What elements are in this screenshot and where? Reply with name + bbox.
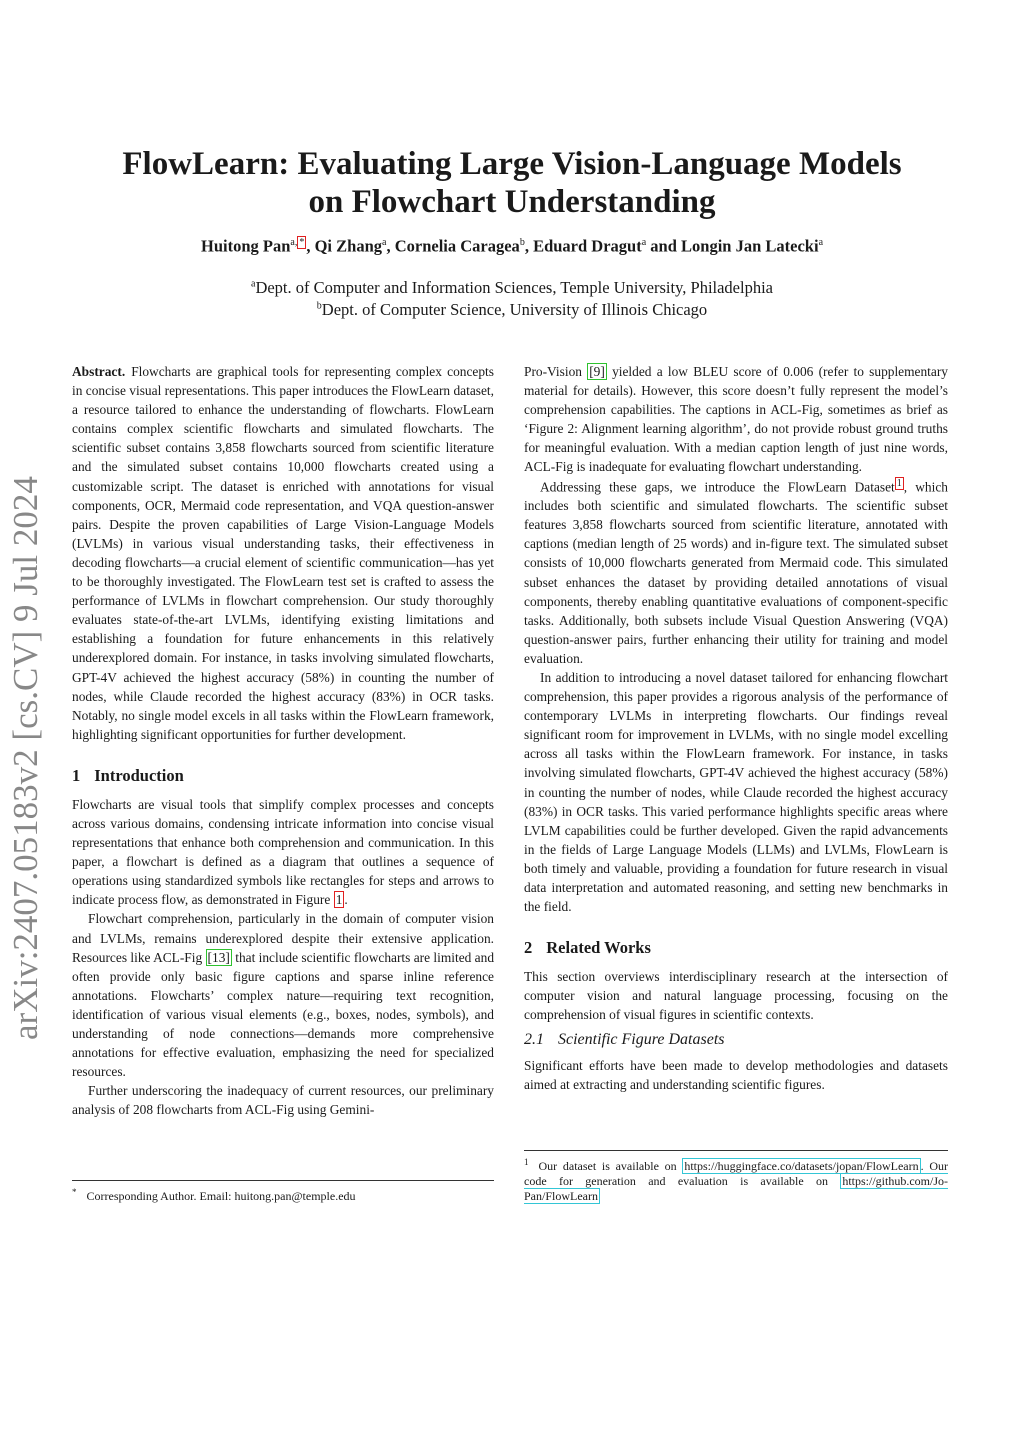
dataset-url-link[interactable]: https://huggingface.co/datasets/jopan/FlowLearn — [684, 1159, 919, 1173]
footnote-text: Corresponding Author. Email: huitong.pan@temple.edu — [86, 1189, 356, 1203]
author-affil-sup: a — [818, 237, 824, 248]
corresponding-author-mark[interactable]: * — [299, 237, 305, 248]
authors-and: and — [650, 236, 677, 256]
footnote-rule — [72, 1180, 494, 1181]
subsection-heading-scientific-figure-datasets: 2.1 Scientific Figure Datasets — [524, 1031, 725, 1049]
footnote-dataset: $^1$ Our dataset is available on https://huggingface.co/datasets/jopan/FlowLearn . Our code for generation and evaluation is available on https://github.com/Jo-Pan/FlowLearn — [524, 1157, 949, 1203]
title-line-1: FlowLearn: Evaluating Large Vision-Language Models — [122, 146, 902, 182]
left-column — [72, 362, 494, 1119]
intro-paragraph-3: Further underscoring the inadequacy of current resources, our preliminary analysis of 208 flowcharts from ACL-Fig using Gemini- — [72, 1083, 494, 1118]
affiliations — [60, 277, 964, 321]
related-paragraph-1: This section overviews interdisciplinary research at the intersection of computer vision and natural language processing, focusing on the comprehension of visual figures in scientific contexts. — [524, 969, 948, 1023]
code-url-link[interactable]: https://github.com/Jo-Pan/FlowLearn — [524, 1174, 949, 1203]
author-name: Longin Jan Latecki — [681, 236, 819, 256]
paper-title — [60, 145, 964, 221]
footnote-ref-link[interactable]: 1 — [896, 477, 902, 489]
subsection-paragraph-1: Significant efforts have been made to develop methodologies and datasets aimed at extracting and understanding scientific figures. — [524, 1057, 948, 1092]
abstract-text: Flowcharts are graphical tools for representing complex concepts in concise visual representations. This paper introduces the FlowLearn dataset, a resource tailored to enhance the understanding of flowcharts. FlowLearn contains complex scientific flowcharts and simulated flowcharts. The scientific subset contains 3,858 flowcharts sourced from scientific literature and the simulated subset contains 10,000 flowcharts created using a customizable script. The dataset is enriched with annotations for visual components, OCR, Mermaid code representation, and VQA question-answer pairs. Despite the proven capabilities of Large Vision-Language Models (LVLMs) in various visual understanding tasks, their effectiveness in decoding flowcharts—a crucial element of scientific communication—has yet to be thoroughly investigated. The FlowLearn test set is crafted to assess the performance of LVLMs in flowchart comprehension. Our study thoroughly evaluates state-of-the-art LVLMs, identifying existing limitations and establishing a foundation for future enhancements in this relatively underexplored domain. For instance, in tasks involving simulated flowcharts, GPT-4V achieved the highest accuracy (58%) in counting the number of nodes, while Claude recorded the highest accuracy (83%) in OCR tasks. Notably, no single model excels in all tasks within the FlowLearn framework, highlighting significant opportunities for further development. — [72, 364, 494, 742]
right-paragraph-1: Pro-Vision [9] yielded a low BLEU score of 0.006 (refer to supplementary material for details). However, this score doesn’t fully represent the model’s comprehension capabilities. The captions in ACL-Fig, sometimes as brief as ‘Figure 2: Alignment learning algorithm’, do not provide robust ground truths for meaningful evaluation. With a median caption length of just nine words, ACL-Fig is inadequate for evaluating flowchart understanding. — [524, 364, 948, 475]
author-affil-sup: a — [641, 237, 647, 248]
figure-ref-link[interactable]: 1 — [335, 892, 343, 908]
abstract — [72, 362, 494, 744]
footnote-rule — [524, 1150, 948, 1151]
intro-paragraph-2: Flowchart comprehension, particularly in the domain of computer vision and LVLMs, remains underexplored despite their extensive application. Resources like ACL-Fig [13] that include scientific flowcharts are limited and often provide only basic figure captions and sparse inline reference annotations. Flowcharts’ complex nature—requiring text recognition, identification of various visual elements (e.g., boxes, nodes, symbols), and understanding of node connections—demands more comprehensive annotations for effective evaluation, emphasizing the need for specialized resources. — [72, 911, 495, 1080]
citation-link[interactable]: [13] — [207, 949, 230, 965]
author-affil-sup: a, — [290, 237, 298, 248]
footnote-mark: * — [72, 1187, 77, 1197]
footnote-mark: 1 — [524, 1157, 529, 1167]
section-heading-related-works: 2 Related Works — [524, 938, 651, 958]
author-name: Qi Zhang — [314, 236, 382, 256]
author-affil-sup: a — [382, 237, 387, 248]
affiliation-a: $^a$Dept. of Computer and Information Sciences, Temple University, Philadelphia — [250, 278, 773, 297]
affiliation-b: $^b$Dept. of Computer Science, University of Illinois Chicago — [316, 300, 708, 319]
intro-paragraph-1: Flowcharts are visual tools that simplify complex processes and concepts across various domains, condensing intricate information into concise visual representations that enhance both comprehension and communication. In this paper, a flowchart is defined as a diagram that outlines a sequence of operations using standardized symbols like rectangles for steps and arrows to indicate process flow, as demonstrated in Figure 1 . — [72, 796, 494, 908]
author-name: Cornelia Caragea — [394, 236, 520, 256]
author-name: Eduard Dragut — [533, 236, 642, 256]
right-paragraph-3: In addition to introducing a novel dataset tailored for enhancing flowchart comprehension, this paper provides a rigorous analysis of the performance of contemporary LVLMs in interpreting flowcharts. Our findings reveal significant room for improvement in LVLMs, with no single model excelling across all tasks within the FlowLearn framework. For instance, in tasks involving simulated flowcharts, GPT-4V achieved the highest accuracy (58%) in counting the number of nodes, while Claude recorded the highest accuracy (83%) in OCR tasks. This varied performance highlights specific areas where LVLM capabilities could be further developed. Given the rapid advancements in the fields of Large Language Models (LLMs) and LVLMs, FlowLearn is both timely and valuable, providing a foundation for future research in visual data interpretation and automated reasoning, and setting new benchmarks in the field. — [524, 669, 948, 915]
right-column — [524, 362, 948, 1094]
author-name: Huitong Pan — [200, 236, 291, 256]
author-list: Huitong Pan$^{a,}$ * , Qi Zhang$^a$, Cornelia Caragea$^b$, Eduard Dragut$^a$ and Longin Jan Latecki$^a$ — [200, 236, 824, 256]
author-affil-sup: b — [519, 237, 525, 248]
section-heading-introduction: 1 Introduction — [72, 765, 184, 785]
right-paragraph-2: Addressing these gaps, we introduce the FlowLearn Dataset $^1$ , which includes both scientific and simulated flowcharts. The scientific subset features 3,858 flowcharts sourced from scientific literature, annotated with captions (median length of 25 words) and in-figure text. The simulated subset consists of 10,000 flowcharts generated from Mermaid code. This simulated subset enhances the dataset by providing detailed annotations of visual components, thereby enabling quantitative evaluations of component-specific tasks. Additionally, both subsets include Visual Question Answering (VQA) question-answer pairs, further enhancing their utility for training and model evaluation. — [524, 477, 948, 666]
title-line-2: on Flowchart Understanding — [308, 184, 716, 220]
citation-link[interactable]: [9] — [589, 364, 605, 379]
arxiv-stamp: arXiv:2407.05183v2 [cs.CV] 9 Jul 2024 — [6, 476, 45, 1040]
footnote-corresponding — [72, 1185, 502, 1204]
abstract-label: Abstract. — [72, 364, 126, 379]
